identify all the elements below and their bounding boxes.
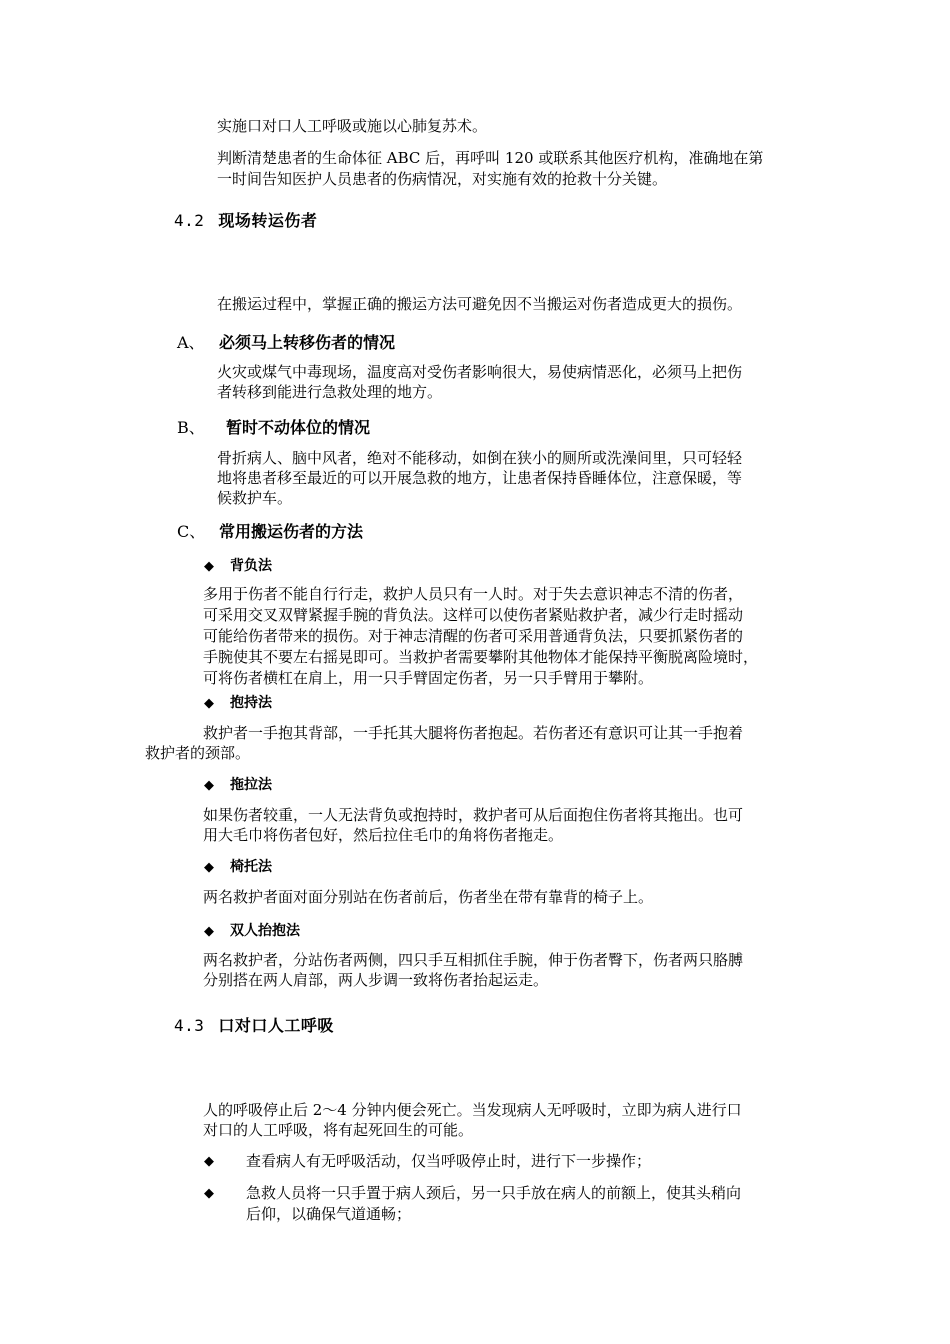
- diamond-bullet-icon: ◆: [204, 1154, 214, 1169]
- subsection-title: 必须马上转移伤者的情况: [219, 333, 396, 352]
- method-chair-line-1: 两名救护者面对面分别站在伤者前后，伤者坐在带有靠背的椅子上。: [203, 888, 654, 906]
- method-two-person-line-1: 两名救护者，分站伤者两侧，四只手互相抓住手腕，伸于伤者臀下，伤者两只胳膊: [203, 951, 744, 969]
- subsection-marker: A、: [177, 333, 205, 352]
- intro-paragraph-1: 实施口对口人工呼吸或施以心肺复苏术。: [217, 117, 488, 135]
- method-backpack-line-4: 手腕使其不要左右摇晃即可。当救护者需要攀附其他物体才能保持平衡脱离险境时，: [203, 648, 759, 666]
- subsection-marker: B、: [177, 418, 205, 437]
- intro-paragraph-2-line-2: 一时间告知医护人员患者的伤病情况，对实施有效的抢救十分关键。: [217, 170, 668, 188]
- diamond-bullet-icon: ◆: [204, 559, 214, 574]
- method-backpack-line-1: 多用于伤者不能自行行走，救护人员只有一人时。对于失去意识神志不清的伤者，: [203, 585, 744, 603]
- method-backpack-line-3: 可能给伤者带来的损伤。对于神志清醒的伤者可采用普通背负法，只要抓紧伤者的: [203, 627, 744, 645]
- method-title: 双人抬抱法: [230, 923, 300, 939]
- method-backpack-heading: [204, 555, 272, 575]
- method-carry-line-2: 救护者的颈部。: [145, 744, 251, 762]
- subsection-marker: C、: [177, 522, 206, 541]
- step-2-item: [204, 1183, 824, 1225]
- method-title: 抱持法: [230, 695, 272, 711]
- section-4-2-intro: 在搬运过程中，掌握正确的搬运方法可避免因不当搬运对伤者造成更大的损伤。: [217, 295, 743, 313]
- method-carry-line-1: 救护者一手抱其背部，一手托其大腿将伤者抱起。若伤者还有意识可让其一手抱着: [203, 724, 744, 742]
- method-drag-line-1: 如果伤者较重，一人无法背负或抱持时，救护者可从后面抱住伤者将其拖出。也可: [203, 806, 744, 824]
- method-drag-line-2: 用大毛巾将伤者包好，然后拉住毛巾的角将伤者拖走。: [203, 826, 564, 844]
- method-title: 拖拉法: [230, 777, 272, 793]
- diamond-bullet-icon: ◆: [204, 696, 214, 711]
- step-2-text-line-2: 后仰，以确保气道通畅；: [246, 1205, 412, 1223]
- method-backpack-line-2: 可采用交叉双臂紧握手腕的背负法。这样可以使伤者紧贴救护者，减少行走时摇动: [203, 606, 744, 624]
- subsection-a-line-1: 火灾或煤气中毒现场，温度高对受伤者影响很大，易使病情恶化，必须马上把伤: [217, 363, 743, 381]
- diamond-bullet-icon: ◆: [204, 924, 214, 939]
- section-number: 4.3: [174, 1016, 205, 1035]
- diamond-bullet-icon: ◆: [204, 860, 214, 875]
- diamond-bullet-icon: ◆: [204, 1186, 214, 1201]
- method-title: 椅托法: [230, 859, 272, 875]
- subsection-b-heading: [177, 415, 370, 438]
- subsection-a-line-2: 者转移到能进行急救处理的地方。: [217, 383, 443, 401]
- method-two-person-line-2: 分别搭在两人肩部，两人步调一致将伤者抬起运走。: [203, 971, 549, 989]
- subsection-title: 常用搬运伤者的方法: [219, 522, 364, 541]
- section-4-2-heading: [174, 208, 317, 231]
- subsection-b-line-1: 骨折病人、脑中风者，绝对不能移动，如倒在狭小的厕所或洗澡间里，只可轻轻: [217, 449, 743, 467]
- intro-paragraph-2-line-1: 判断清楚患者的生命体征 ABC 后，再呼叫 120 或联系其他医疗机构，准确地在第: [217, 149, 764, 167]
- subsection-b-line-3: 候救护车。: [217, 489, 293, 507]
- section-4-3-intro-line-2: 对口的人工呼吸，将有起死回生的可能。: [203, 1121, 474, 1139]
- section-4-3-intro-line-1: 人的呼吸停止后 2～4 分钟内便会死亡。当发现病人无呼吸时，立即为病人进行口: [203, 1101, 742, 1119]
- subsection-c-heading: [177, 519, 363, 542]
- method-title: 背负法: [230, 558, 272, 574]
- subsection-a-heading: [177, 330, 395, 353]
- method-drag-heading: [204, 774, 272, 794]
- method-carry-heading: [204, 692, 272, 712]
- method-chair-heading: [204, 856, 272, 876]
- step-1-item: [204, 1151, 824, 1172]
- subsection-b-line-2: 地将患者移至最近的可以开展急救的地方，让患者保持昏睡体位，注意保暖，等: [217, 469, 743, 487]
- section-4-3-heading: [174, 1013, 334, 1036]
- section-title: 现场转运伤者: [218, 211, 318, 230]
- diamond-bullet-icon: ◆: [204, 778, 214, 793]
- method-two-person-heading: [204, 920, 300, 940]
- section-number: 4.2: [174, 211, 205, 230]
- subsection-title: 暂时不动体位的情况: [226, 418, 371, 437]
- method-backpack-line-5: 可将伤者横杠在肩上，用一只手臂固定伤者，另一只手臂用于攀附。: [203, 669, 654, 687]
- step-2-text-line-1: 急救人员将一只手置于病人颈后，另一只手放在病人的前额上，使其头稍向: [246, 1184, 742, 1202]
- section-title: 口对口人工呼吸: [218, 1016, 334, 1035]
- step-1-text: 查看病人有无呼吸活动，仅当呼吸停止时，进行下一步操作；: [246, 1152, 652, 1170]
